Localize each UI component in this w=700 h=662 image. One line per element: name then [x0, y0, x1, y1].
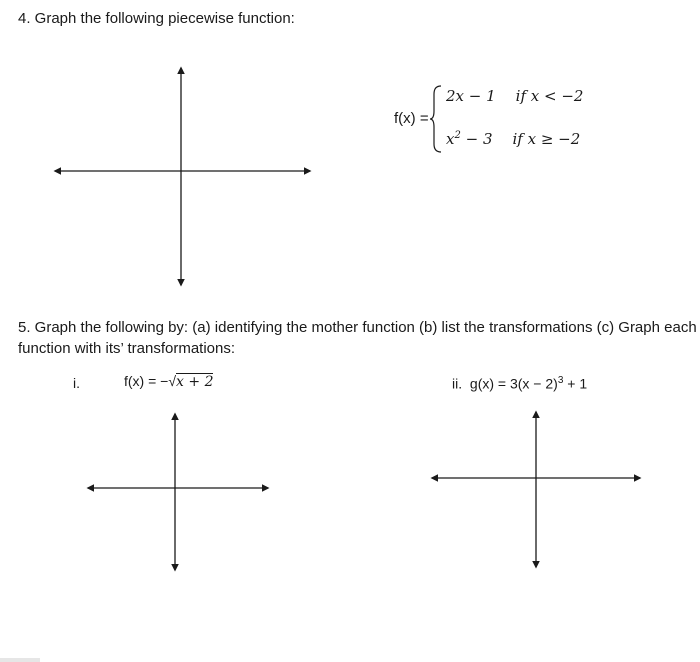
case-2-base: x — [446, 130, 455, 148]
case-2-rest: − 3 — [460, 130, 493, 148]
radical-sign: √ — [168, 373, 177, 389]
i-function-prefix: f(x) = − — [124, 373, 169, 389]
i-radicand: x + 2 — [176, 374, 214, 390]
question-5-prompt: 5. Graph the following by: (a) identifying the mother function (b) list the transformations (c) Graph each function with its’ transformations: — [18, 319, 697, 357]
case-2-condition: if x ≥ −2 — [512, 130, 581, 148]
ii-label-numeral: ii. — [452, 375, 463, 392]
case-1-expression: 2x − 1 — [446, 87, 496, 105]
sub-question-ii-axes — [432, 412, 640, 567]
ii-exponent: 3 — [557, 375, 564, 386]
ii-function-rest: + 1 — [563, 375, 588, 392]
case-2-exponent: 2 — [454, 130, 461, 141]
sub-question-i-label: i. — [73, 375, 80, 391]
page-edge-mark — [0, 658, 40, 662]
question-4-prompt: 4. Graph the following piecewise function: — [18, 10, 295, 27]
piecewise-fx-label: f(x) = — [394, 110, 429, 127]
ii-function-main: g(x) = 3(x − 2) — [469, 375, 558, 392]
sub-question-i-axes — [88, 414, 268, 570]
case-1-condition: if x < −2 — [515, 87, 584, 105]
question-4-axes — [55, 68, 310, 285]
